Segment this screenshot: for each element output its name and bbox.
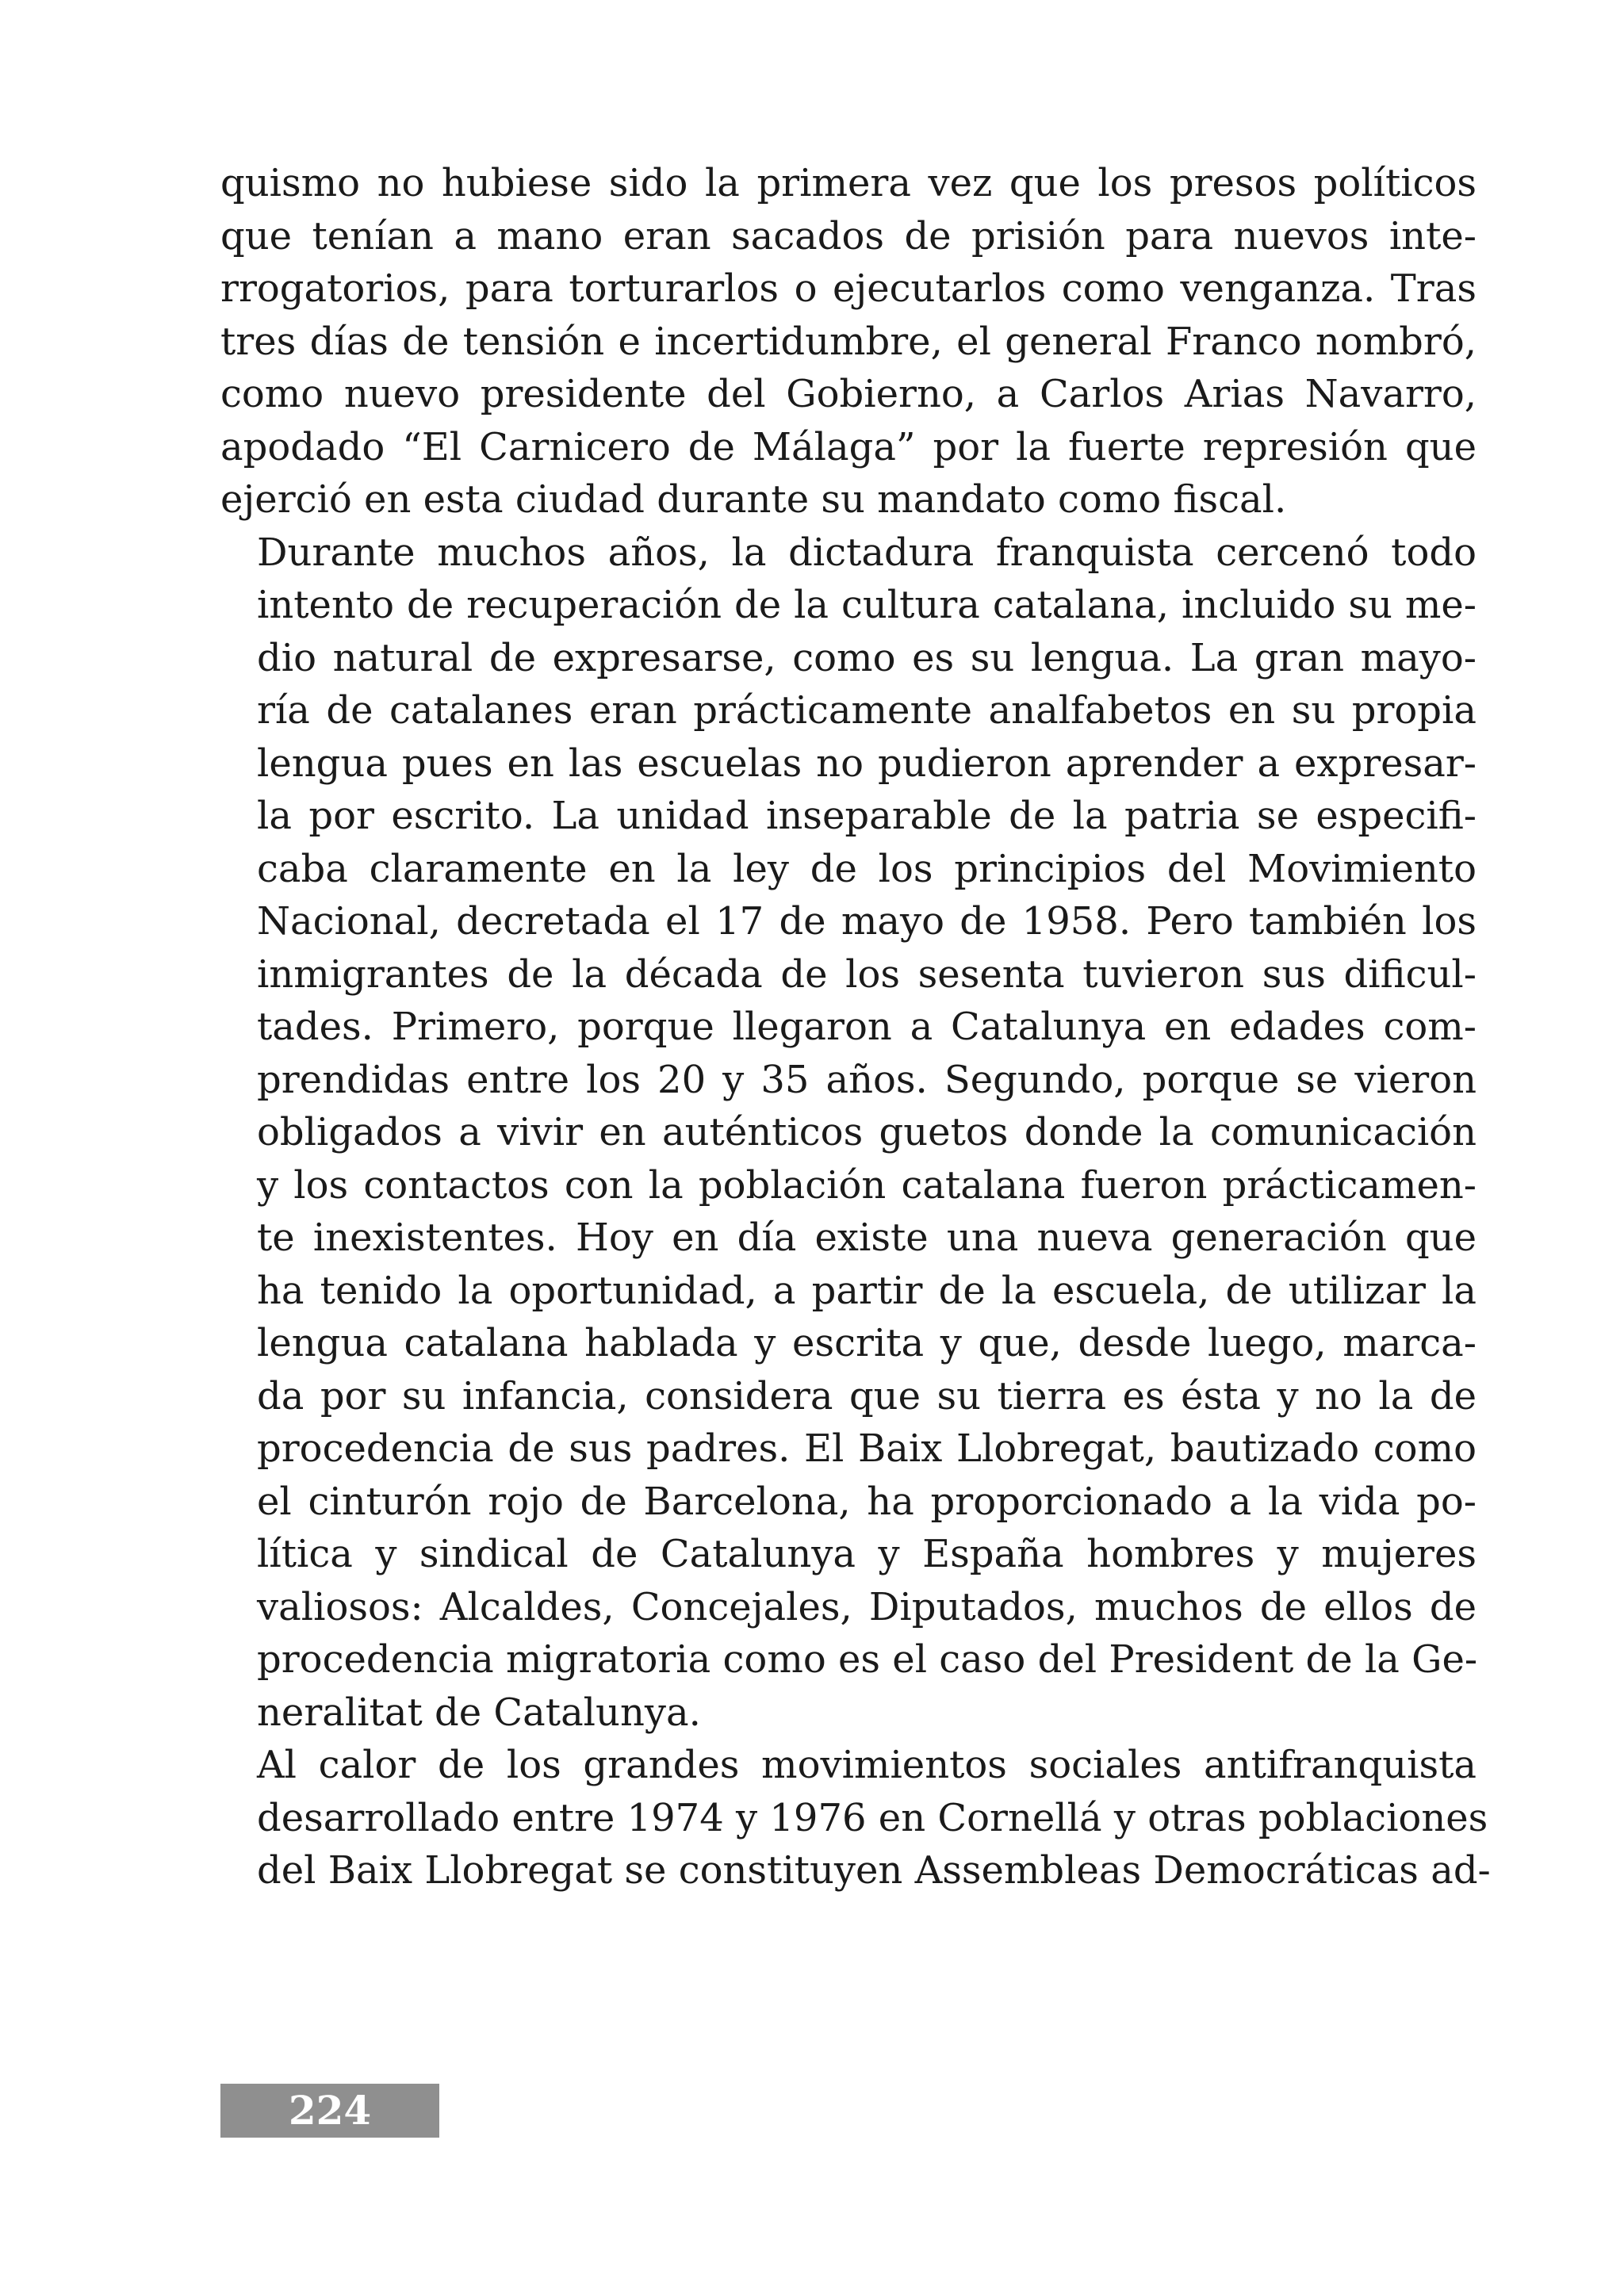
text-line: apodado “El Carnicero de Málaga” por la fuerte represión que <box>220 424 1477 469</box>
text-line: lengua catalana hablada y escrita y que, desde luego, marca- <box>257 1321 1477 1365</box>
text-line: caba claramente en la ley de los principios del Movimiento <box>257 846 1477 891</box>
paragraph <box>220 157 1477 526</box>
text-line: la por escrito. La unidad inseparable de la patria se especifi- <box>257 794 1477 838</box>
text-line: y los contactos con la población catalana fueron prácticamen- <box>257 1162 1477 1208</box>
text-line: lítica y sindical de Catalunya y España hombres y mujeres <box>257 1532 1477 1576</box>
text-line: intento de recuperación de la cultura catalana, incluido su me- <box>257 583 1477 627</box>
text-line: Nacional, decretada el 17 de mayo de 1958. Pero también los <box>257 899 1477 944</box>
text-line: valiosos: Alcaldes, Concejales, Diputados, muchos de ellos de <box>257 1584 1477 1629</box>
text-line: del Baix Llobregat se constituyen Assembleas Democráticas ad- <box>257 1848 1491 1893</box>
text-line: rrogatorios, para torturarlos o ejecutarlos como venganza. Tras <box>220 266 1477 311</box>
paragraph <box>220 1739 1491 1897</box>
text-line: te inexistentes. Hoy en día existe una nueva generación que <box>257 1215 1477 1260</box>
text-line: ha tenido la oportunidad, a partir de la escuela, de utilizar la <box>257 1268 1477 1313</box>
text-line: tres días de tensión e incertidumbre, el general Franco nombró, <box>220 319 1477 364</box>
body-text <box>220 157 1491 1897</box>
page-number: 224 <box>288 2087 372 2134</box>
text-line: Al calor de los grandes movimientos sociales antifranquista <box>257 1743 1477 1787</box>
page-number-box <box>220 2084 439 2138</box>
text-line: ría de catalanes eran prácticamente analfabetos en su propia <box>257 688 1477 733</box>
text-line: obligados a vivir en auténticos guetos donde la comunicación <box>257 1110 1477 1154</box>
text-line: que tenían a mano eran sacados de prisión para nuevos inte- <box>220 213 1477 258</box>
text-line: da por su infancia, considera que su tierra es ésta y no la de <box>257 1373 1477 1418</box>
text-line: procedencia de sus padres. El Baix Llobregat, bautizado como <box>257 1426 1477 1471</box>
paragraph <box>220 526 1477 1740</box>
text-line: inmigrantes de la década de los sesenta tuvieron sus dificul- <box>257 951 1477 997</box>
text-line: como nuevo presidente del Gobierno, a Carlos Arias Navarro, <box>220 372 1477 416</box>
text-line: procedencia migratoria como es el caso del President de la Ge- <box>257 1637 1478 1682</box>
text-line: dio natural de expresarse, como es su lengua. La gran mayo- <box>257 635 1477 680</box>
text-line: prendidas entre los 20 y 35 años. Segundo, porque se vieron <box>257 1057 1477 1102</box>
text-line: tades. Primero, porque llegaron a Catalunya en edades com- <box>257 1005 1477 1049</box>
text-line: ejerció en esta ciudad durante su mandato como fiscal. <box>220 477 1287 522</box>
text-line: el cinturón rojo de Barcelona, ha proporcionado a la vida po- <box>257 1479 1477 1524</box>
text-line: desarrollado entre 1974 y 1976 en Cornellá y otras poblaciones <box>257 1795 1488 1840</box>
text-line: Durante muchos años, la dictadura franquista cercenó todo <box>257 530 1477 575</box>
text-line: neralitat de Catalunya. <box>257 1690 701 1735</box>
text-line: quismo no hubiese sido la primera vez que los presos políticos <box>220 161 1477 205</box>
text-line: lengua pues en las escuelas no pudieron aprender a expresar- <box>257 741 1477 786</box>
